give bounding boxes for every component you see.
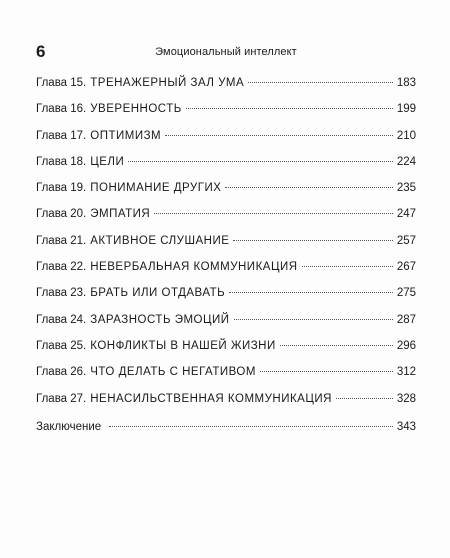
toc-entry — [36, 286, 416, 312]
toc-chapter: Глава 25. — [36, 339, 87, 352]
toc-title: ЦЕЛИ — [90, 155, 125, 168]
toc-label — [36, 286, 225, 300]
toc-label — [36, 313, 230, 327]
toc-entry — [36, 339, 416, 365]
toc-page-number: 296 — [396, 339, 416, 352]
toc-title: ЧТО ДЕЛАТЬ С НЕГАТИВОМ — [90, 366, 256, 379]
toc-chapter: Глава 19. — [36, 182, 87, 195]
toc-entry — [36, 207, 416, 233]
toc-page-number: 199 — [396, 103, 416, 116]
page-header — [36, 42, 416, 62]
page-number: 6 — [36, 42, 46, 61]
toc-label — [36, 155, 124, 169]
toc-entry — [36, 365, 416, 391]
dot-leader — [336, 398, 393, 399]
toc-page-number: 257 — [396, 234, 416, 247]
toc-label — [36, 420, 105, 434]
toc-page-number: 343 — [396, 420, 416, 433]
toc-chapter: Глава 24. — [36, 313, 87, 326]
toc-chapter: Заключение — [36, 420, 102, 433]
toc-chapter: Глава 21. — [36, 234, 87, 247]
toc-label — [36, 181, 221, 195]
toc-title: ТРЕНАЖЕРНЫЙ ЗАЛ УМА — [90, 77, 245, 89]
toc-entry — [36, 392, 416, 418]
toc-page-number: 328 — [396, 392, 416, 405]
running-title: Эмоциональный интеллект — [155, 46, 297, 58]
toc-title: АКТИВНОЕ СЛУШАНИЕ — [90, 234, 230, 247]
toc-title: ЗАРАЗНОСТЬ ЭМОЦИЙ — [90, 313, 230, 326]
dot-leader — [280, 345, 393, 346]
toc-chapter: Глава 18. — [36, 155, 87, 168]
toc-entry — [36, 181, 416, 207]
dot-leader — [154, 213, 393, 214]
dot-leader — [229, 292, 393, 293]
toc-chapter: Глава 26. — [36, 366, 87, 379]
toc-page-number: 210 — [396, 129, 416, 142]
toc-title: КОНФЛИКТЫ В НАШЕЙ ЖИЗНИ — [90, 339, 276, 352]
toc-chapter: Глава 15. — [36, 77, 87, 89]
toc-page-number: 235 — [396, 182, 416, 195]
toc-label — [36, 102, 182, 116]
dot-leader — [233, 240, 392, 241]
toc-label — [36, 76, 244, 90]
toc-label — [36, 339, 276, 353]
dot-leader — [186, 108, 393, 109]
toc-label — [36, 234, 229, 248]
toc-title: ЭМПАТИЯ — [90, 208, 151, 221]
toc-chapter: Глава 17. — [36, 129, 87, 142]
table-of-contents — [36, 76, 416, 446]
toc-page-number: 247 — [396, 208, 416, 221]
toc-page-number: 275 — [396, 287, 416, 300]
dot-leader — [165, 135, 393, 136]
toc-page-number: 267 — [396, 261, 416, 274]
toc-page-number: 312 — [396, 366, 416, 379]
toc-chapter: Глава 16. — [36, 103, 87, 116]
dot-leader — [234, 319, 393, 320]
toc-entry — [36, 234, 416, 260]
toc-chapter: Глава 27. — [36, 392, 87, 405]
toc-label — [36, 365, 256, 379]
toc-page-number: 224 — [396, 155, 416, 168]
toc-title: БРАТЬ ИЛИ ОТДАВАТЬ — [90, 287, 226, 300]
toc-entry-conclusion — [36, 420, 416, 446]
toc-title: УВЕРЕННОСТЬ — [90, 103, 182, 116]
toc-label — [36, 129, 161, 143]
toc-label — [36, 392, 332, 406]
toc-entry — [36, 76, 416, 102]
toc-entry — [36, 260, 416, 286]
toc-chapter: Глава 22. — [36, 261, 87, 274]
toc-entry — [36, 155, 416, 181]
toc-chapter: Глава 20. — [36, 208, 87, 221]
toc-entry — [36, 129, 416, 155]
toc-chapter: Глава 23. — [36, 287, 87, 300]
toc-title: НЕНАСИЛЬСТВЕННАЯ КОММУНИКАЦИЯ — [90, 392, 332, 405]
dot-leader — [302, 266, 393, 267]
dot-leader — [248, 82, 393, 83]
toc-page-number: 183 — [396, 77, 416, 89]
toc-title: НЕВЕРБАЛЬНАЯ КОММУНИКАЦИЯ — [90, 261, 298, 274]
toc-entry — [36, 313, 416, 339]
dot-leader — [225, 187, 392, 188]
toc-entry — [36, 102, 416, 128]
dot-leader — [128, 161, 393, 162]
toc-label — [36, 207, 150, 221]
toc-label — [36, 260, 298, 274]
toc-title: ПОНИМАНИЕ ДРУГИХ — [90, 182, 222, 195]
dot-leader — [109, 426, 393, 427]
toc-title: ОПТИМИЗМ — [90, 129, 162, 142]
dot-leader — [260, 371, 393, 372]
toc-page-number: 287 — [396, 313, 416, 326]
